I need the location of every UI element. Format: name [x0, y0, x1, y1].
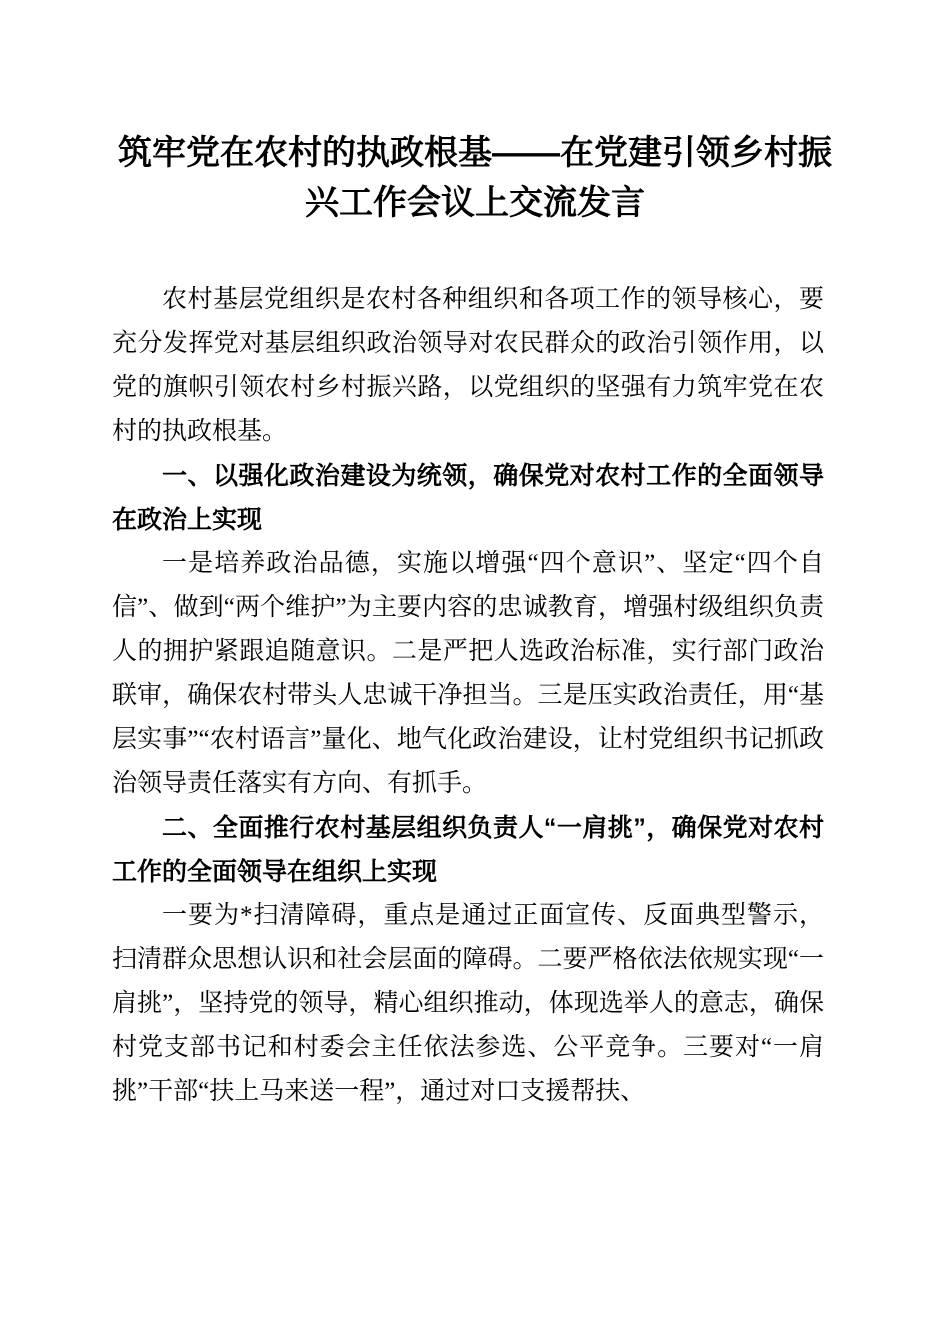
section-heading-1: 一、以强化政治建设为统领，确保党对农村工作的全面领导在政治上实现 — [112, 462, 824, 534]
section-heading-2: 二、全面推行农村基层组织负责人“一肩挑”，确保党对农村工作的全面领导在组织上实现 — [112, 814, 824, 886]
document-body — [102, 278, 848, 1114]
paragraph-section-1: 一是培养政治品德，实施以增强“四个意识”、坚定“四个自信”、做到“两个维护”为主要内容的忠诚教育，增强村级组织负责人的拥护紧跟追随意识。二是严把人选政治标准，实行部门政治联审，确保农村带头人忠诚干净担当。三是压实政治责任，用“基层实事”“农村语言”量化、地气化政治建设，让村党组织书记抓政治领导责任落实有方向、有抓手。 — [112, 550, 824, 797]
paragraph-intro: 农村基层党组织是农村各种组织和各项工作的领导核心，要充分发挥党对基层组织政治领导对农民群众的政治引领作用，以党的旗帜引领农村乡村振兴路，以党组织的坚强有力筑牢党在农村的执政根基。 — [112, 286, 824, 445]
paragraph-section-2: 一要为*扫清障碍，重点是通过正面宣传、反面典型警示，扫清群众思想认识和社会层面的障碍。二要严格依法依规实现“一肩挑”，坚持党的领导，精心组织推动，体现选举人的意志，确保村党支部书记和村委会主任依法参选、公平竞争。三要对“一肩挑”干部“扶上马来送一程”，通过对口支援帮扶、 — [112, 902, 824, 1105]
document-title: 筑牢党在农村的执政根基——在党建引领乡村振兴工作会议上交流发言 — [118, 134, 832, 222]
